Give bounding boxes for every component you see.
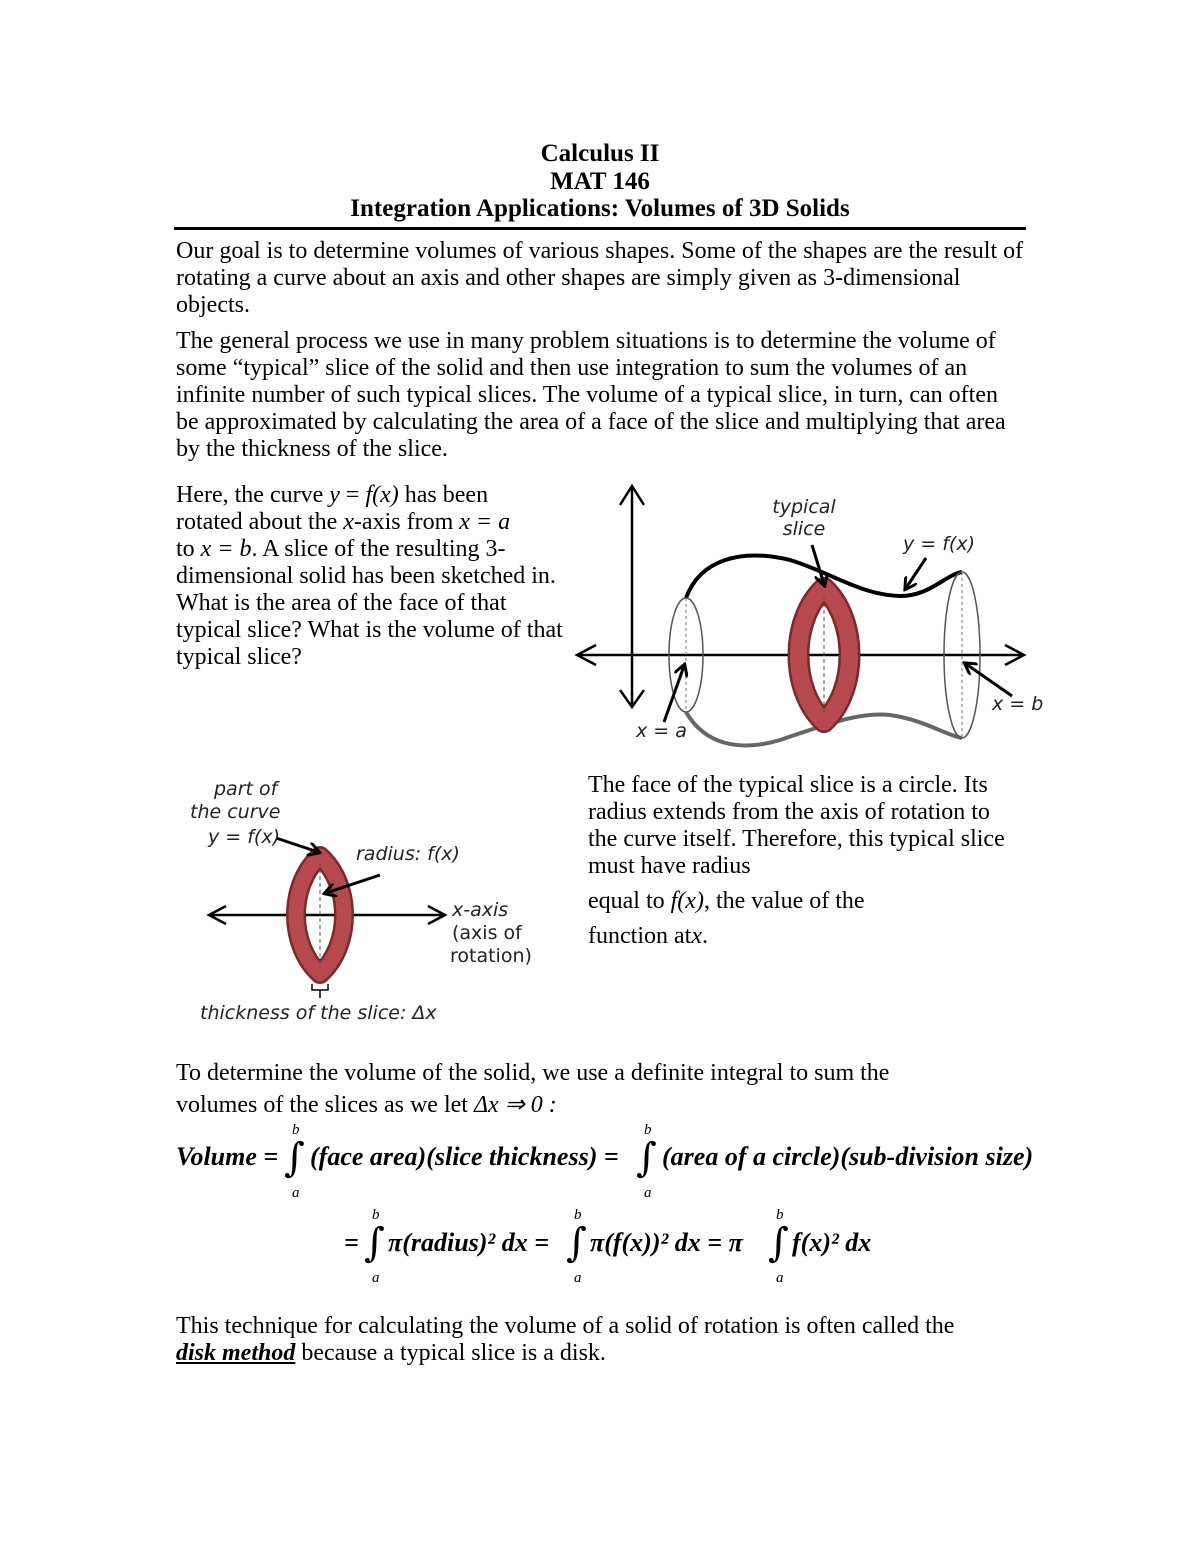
label-xaxis-text: x-axis bbox=[452, 899, 509, 921]
label-radius: radius: f(x) bbox=[356, 843, 460, 865]
label-x-equals-a: x = a bbox=[636, 720, 687, 742]
eq1-int1-symbol: ∫ bbox=[284, 1135, 305, 1181]
eq1-term1: (face area)(slice thickness) = bbox=[310, 1142, 619, 1171]
thickness-bracket bbox=[312, 984, 328, 998]
eq2-int3-lower: a bbox=[776, 1270, 784, 1286]
fig1-y: y bbox=[329, 482, 340, 508]
doc-title-topic: Integration Applications: Volumes of 3D Solids bbox=[350, 195, 850, 222]
face-part2: , the value of the bbox=[703, 888, 865, 914]
face-x: x bbox=[691, 923, 702, 949]
label-slice: slice bbox=[782, 518, 826, 540]
eq2-int2-symbol: ∫ bbox=[566, 1220, 587, 1266]
eq1-int2-upper: b bbox=[644, 1122, 652, 1138]
fig1-line2x: x bbox=[343, 509, 354, 535]
eq2-int1-lower: a bbox=[372, 1270, 380, 1286]
doc-title-course: Calculus II bbox=[540, 140, 660, 167]
eq2-term1: π(radius)² dx = bbox=[388, 1228, 550, 1257]
eq2-equals: = bbox=[344, 1228, 359, 1257]
integral-intro-line1: To determine the volume of the solid, we use a definite integral to sum the bbox=[176, 1060, 890, 1086]
face-period: . bbox=[701, 923, 708, 949]
label-axis-of: (axis of bbox=[452, 922, 522, 944]
eq2-term3: f(x)² dx bbox=[792, 1228, 872, 1257]
closing-part1: This technique for calculating the volume of a solid of rotation is often called the bbox=[176, 1313, 955, 1339]
eq2-int1-symbol: ∫ bbox=[364, 1220, 385, 1266]
fig1-line3a: to bbox=[176, 536, 201, 562]
eq2-int3-symbol: ∫ bbox=[768, 1220, 789, 1266]
intro-paragraph-2: The general process we use in many problem situations is to determine the volume of some “typical” slice of the solid and then use integration to sum the volumes of an infinite number of such typical slices. The volume of a typical slice, in turn, can often be approximated by calculating the area of a face of the slice and multiplying that area by the thickness of the slice. bbox=[176, 328, 1006, 462]
fig1-text-post: has been bbox=[404, 482, 489, 508]
closing-paragraph bbox=[176, 1313, 976, 1367]
eq1-term2: (area of a circle)(sub-division size) bbox=[662, 1142, 1034, 1171]
disk-method-emphasis: disk method bbox=[176, 1340, 296, 1366]
doc-title-code: MAT 146 bbox=[550, 168, 650, 195]
label-detail-yfx: y = f(x) bbox=[208, 826, 281, 848]
eq2-int1-upper: b bbox=[372, 1207, 380, 1223]
eq2-int2-upper: b bbox=[574, 1207, 582, 1223]
fig1-line2xa: x = a bbox=[459, 509, 511, 535]
fig1-line3b: . A slice of the resulting 3-dimensional solid has been sketched in. What is the area of the face of that typical slice? What is the volume of that typical slice? bbox=[176, 536, 563, 670]
part-of-curve-arrow bbox=[276, 838, 318, 852]
fig1-eq: = bbox=[345, 482, 360, 508]
face-part1: The face of the typical slice is a circle. Its radius extends from the axis of rotation to the curve itself. Therefore, this typical slice must have radius bbox=[588, 772, 1005, 879]
fig1-line2a: rotated about the bbox=[176, 509, 344, 535]
label-typical: typical bbox=[772, 496, 836, 518]
fig1-fx: f(x) bbox=[365, 482, 399, 508]
intro-paragraph-1: Our goal is to determine volumes of various shapes. Some of the shapes are the result of rotating a curve about an axis and other shapes are simply given as 3-dimensional objects. bbox=[176, 238, 1024, 318]
fig1-line2b: -axis from bbox=[353, 509, 460, 535]
label-part-of: part of bbox=[214, 778, 278, 800]
label-thickness: thickness of the slice: Δx bbox=[200, 1002, 437, 1024]
eq2-int3-upper: b bbox=[776, 1207, 784, 1223]
label-x-equals-b: x = b bbox=[992, 693, 1044, 715]
label-curve-yfx: y = f(x) bbox=[903, 533, 976, 555]
face-fx: f(x) bbox=[670, 888, 704, 914]
integral-intro-limit: Δx ⇒ 0 : bbox=[473, 1092, 557, 1118]
eq2-term2: π(f(x))² dx = π bbox=[590, 1228, 743, 1257]
face-part3: function at bbox=[588, 923, 692, 949]
label-the-curve: the curve bbox=[190, 801, 281, 823]
eq2-int2-lower: a bbox=[574, 1270, 582, 1286]
closing-part2: because a typical slice is a disk. bbox=[295, 1340, 606, 1366]
eq1-int2-lower: a bbox=[644, 1185, 652, 1201]
face-explanation bbox=[588, 772, 1018, 950]
eq1-lhs: Volume = bbox=[176, 1142, 279, 1171]
eq1-int2-symbol: ∫ bbox=[636, 1135, 657, 1181]
eq1-int1-upper: b bbox=[292, 1122, 300, 1138]
label-rotation: rotation) bbox=[450, 945, 532, 967]
face-equal-to: equal to bbox=[588, 888, 665, 914]
fig1-text-pre: Here, the curve bbox=[176, 482, 324, 508]
eq1-int1-lower: a bbox=[292, 1185, 300, 1201]
label-xaxis bbox=[452, 899, 508, 922]
fig1-line3xb: x = b bbox=[200, 536, 252, 562]
integral-intro-text: volumes of the slices as we let bbox=[176, 1092, 468, 1118]
integral-intro-line2 bbox=[176, 1092, 1026, 1119]
